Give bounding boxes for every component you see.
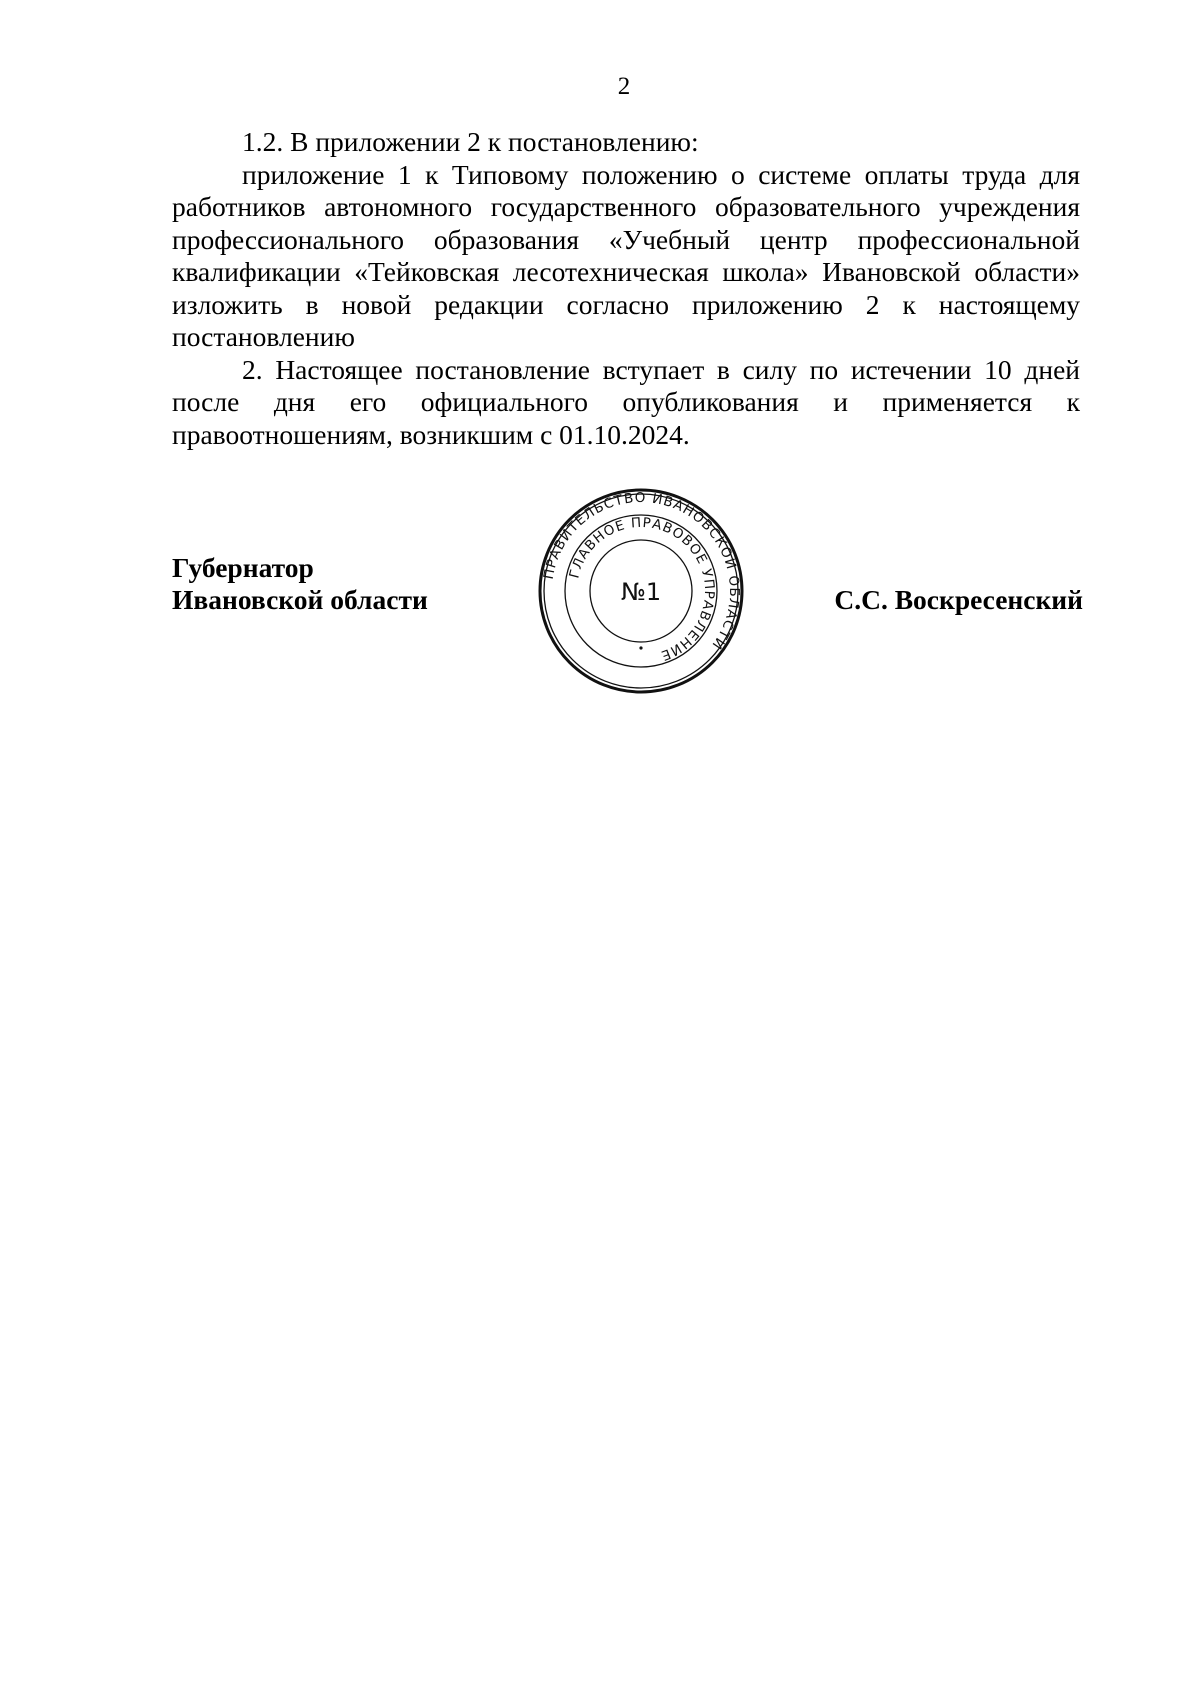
seal-outer-text: ПРАВИТЕЛЬСТВО ИВАНОВСКОЙ ОБЛАСТИ: [540, 489, 743, 653]
signatory-title-line2: Ивановской области: [172, 584, 428, 615]
signatory-title-line1: Губернатор: [172, 552, 314, 583]
paragraph-effective-date: 2. Настоящее постановление вступает в силу по истечении 10 дней после дня его официального опубликования и применяется к правоотношениям, возникшим с 01.10.2024.: [172, 353, 1080, 450]
paragraph-appendix-text: приложение 1 к Типовому положению о системе оплаты труда для работников автономного государственного образовательного учреждения профессионального образования «Учебный центр профессиональной квалификации «Тейковская лесотехническая школа» Ивановской области» изложить в новой редакции согласно приложению 2 к настоящему постановлению: [172, 158, 1080, 352]
signatory-title: [172, 552, 428, 616]
seal-inner-text: ГЛАВНОЕ ПРАВОВОЕ УПРАВЛЕНИЕ: [566, 514, 718, 664]
official-seal: [535, 485, 747, 697]
official-seal-graphic: [535, 485, 747, 697]
document-body: [172, 126, 1080, 451]
page-number: 2: [617, 73, 631, 100]
seal-number: №1: [620, 578, 662, 606]
paragraph-1-2-heading: 1.2. В приложении 2 к постановлению:: [242, 126, 699, 157]
signatory-name: С.С. Воскресенский: [834, 584, 1083, 615]
